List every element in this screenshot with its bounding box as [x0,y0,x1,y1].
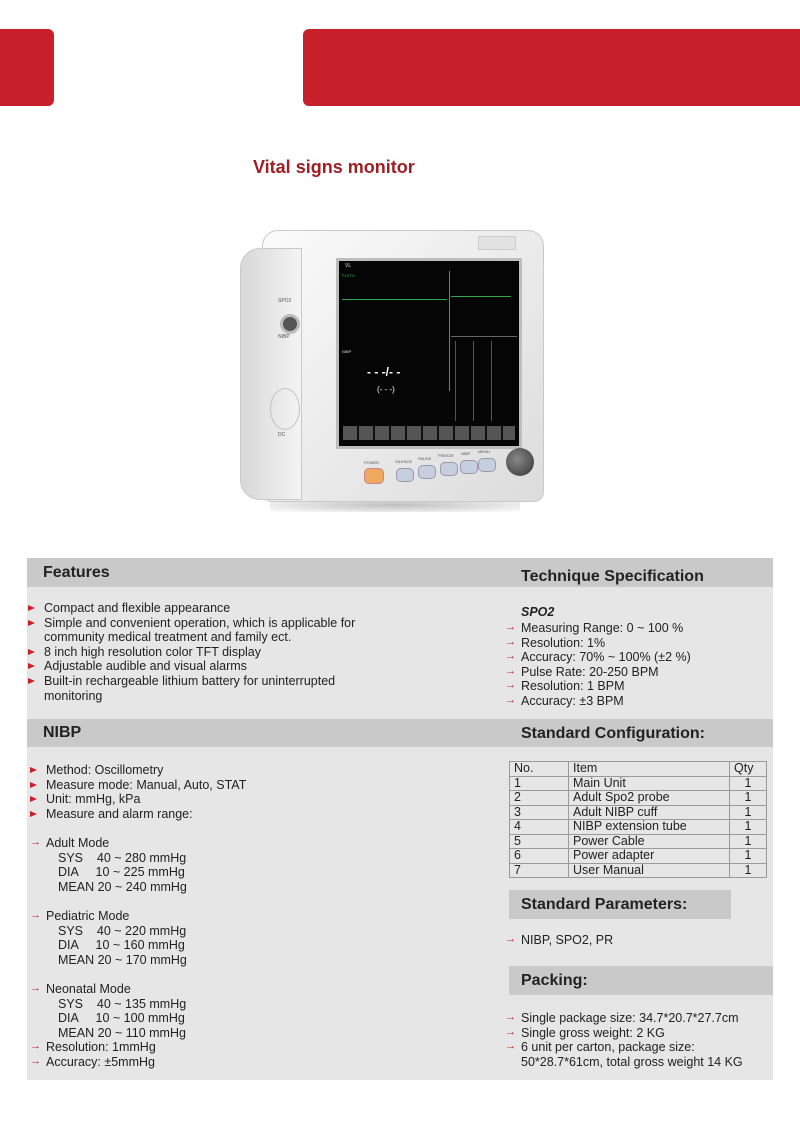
parameters-heading-bar [509,890,731,919]
header-bar-right [303,29,800,106]
list-item: Measure and alarm range: [30,807,490,822]
page-title: Vital signs monitor [253,157,415,177]
table-cell: 1 [730,805,767,820]
list-item: 50*28.7*61cm, total gross weight 14 KG [521,1054,743,1069]
technique-sub: SPO2 [521,605,555,619]
power-label: POWER [364,460,380,465]
freeze-button[interactable] [440,462,458,476]
nibp-key-label: NIBP [461,451,471,456]
table-row [510,849,767,864]
list-item: → Single gross weight: 2 KG [505,1026,770,1041]
monitor-screen [336,258,522,449]
side-label-spo2: SPO2 [278,298,292,304]
monitor-illustration [240,228,550,523]
list-item: Built-in rechargeable lithium battery for uninterrupted [28,674,498,689]
side-label-nibp: NIBP [278,334,290,340]
list-item: Compact and flexible appearance [28,601,498,616]
table-cell: 1 [730,834,767,849]
parameters-list [505,933,765,948]
table-cell: Adult Spo2 probe [569,791,730,806]
table-cell: 3 [510,805,569,820]
list-item: MEAN 20 ~ 240 mmHg [58,879,187,894]
list-item: SYS 40 ~ 280 mmHg [58,850,187,865]
screen-top-label: VL [345,263,352,269]
list-item: SYS 40 ~ 135 mmHg [58,996,187,1011]
table-header-row [510,762,767,777]
table-cell: Adult NIBP cuff [569,805,730,820]
list-item: Measure mode: Manual, Auto, STAT [30,778,490,793]
list-item: DIA 10 ~ 100 mmHg [58,1011,185,1026]
table-cell: Power Cable [569,834,730,849]
list-item: Simple and convenient operation, which is applicable for [28,616,498,631]
silence-button[interactable] [396,468,414,482]
table-cell: 1 [730,820,767,835]
config-table [509,761,767,878]
rotary-knob[interactable] [506,448,534,476]
table-row [510,834,767,849]
packing-heading-bar [509,966,773,995]
list-item: → Resolution: 1 BPM [505,679,765,694]
table-cell: 1 [730,791,767,806]
table-cell: 1 [730,849,767,864]
monitor-side-panel [240,248,302,500]
freeze-label: FREEZE [438,453,454,458]
table-row [510,863,767,878]
features-heading: Features [43,563,110,581]
table-cell: 7 [510,863,569,878]
list-item: SYS 40 ~ 220 mmHg [58,923,187,938]
list-item: community medical treatment and family ect. [44,630,292,645]
table-row [510,791,767,806]
list-item: Method: Oscillometry [30,763,490,778]
technique-heading: Technique Specification [521,568,704,585]
list-item: → 6 unit per carton, package size: [505,1040,770,1055]
packing-heading: Packing: [521,971,588,989]
table-row [510,820,767,835]
power-button[interactable] [364,468,384,484]
list-item: → Accuracy: 70% ~ 100% (±2 %) [505,650,765,665]
config-heading: Standard Configuration: [521,725,705,742]
table-cell: 4 [510,820,569,835]
adult-mode-title: → Adult Mode [30,836,490,851]
pause-button[interactable] [418,465,436,479]
screen-paren: (- - -) [377,385,395,394]
list-item: → Accuracy: ±5mmHg [30,1055,490,1070]
list-item: → NIBP, SPO2, PR [505,933,765,948]
battery-door [270,388,300,430]
table-cell: NIBP extension tube [569,820,730,835]
parameters-heading: Standard Parameters: [521,895,688,913]
nibp-heading: NIBP [43,724,82,741]
table-cell: User Manual [569,863,730,878]
list-item: → Resolution: 1mmHg [30,1040,490,1055]
list-item: → Pulse Rate: 20-250 BPM [505,665,765,680]
table-cell: 6 [510,849,569,864]
table-cell: 1 [730,776,767,791]
table-header: No. [510,762,569,777]
table-row [510,805,767,820]
table-cell: 5 [510,834,569,849]
list-item: MEAN 20 ~ 110 mmHg [58,1025,186,1040]
list-item: → Accuracy: ±3 BPM [505,694,765,709]
list-item: DIA 10 ~ 225 mmHg [58,865,185,880]
table-header: Qty [730,762,767,777]
screen-dashes: - - -/- - [367,365,401,379]
pediatric-mode-title: → Pediatric Mode [30,909,490,924]
list-item: MEAN 20 ~ 170 mmHg [58,952,187,967]
table-cell: 1 [510,776,569,791]
screen-softkeys [343,426,515,440]
table-row [510,776,767,791]
list-item: Adjustable audible and visual alarms [28,659,498,674]
silence-label: SILENCE [395,459,413,464]
pause-label: PAUSE [418,456,432,461]
nibp-button[interactable] [460,460,478,474]
table-cell: Power adapter [569,849,730,864]
neonatal-mode-title: → Neonatal Mode [30,982,490,997]
menu-button[interactable] [478,458,496,472]
list-item: → Resolution: 1% [505,636,765,651]
side-label-dc: DC [278,432,286,438]
screen-nibp-label: NIBP [342,349,352,354]
list-item: → Single package size: 34.7*20.7*27.7cm [505,1011,770,1026]
nibp-list [30,763,490,1069]
table-cell: 1 [730,863,767,878]
packing-list [505,1011,770,1069]
table-header: Item [569,762,730,777]
spo2-connector-icon [280,314,300,334]
features-list [28,601,498,703]
header-bar-left [0,29,54,106]
list-item: → Measuring Range: 0 ~ 100 % [505,621,765,636]
list-item: monitoring [44,688,103,703]
list-item: 8 inch high resolution color TFT display [28,645,498,660]
list-item: Unit: mmHg, kPa [30,792,490,807]
table-cell: 2 [510,791,569,806]
technique-list [505,621,765,709]
list-item: DIA 10 ~ 160 mmHg [58,938,185,953]
table-cell: Main Unit [569,776,730,791]
menu-label: MENU [478,449,490,454]
screen-pleth-label: PLETH [342,273,355,278]
